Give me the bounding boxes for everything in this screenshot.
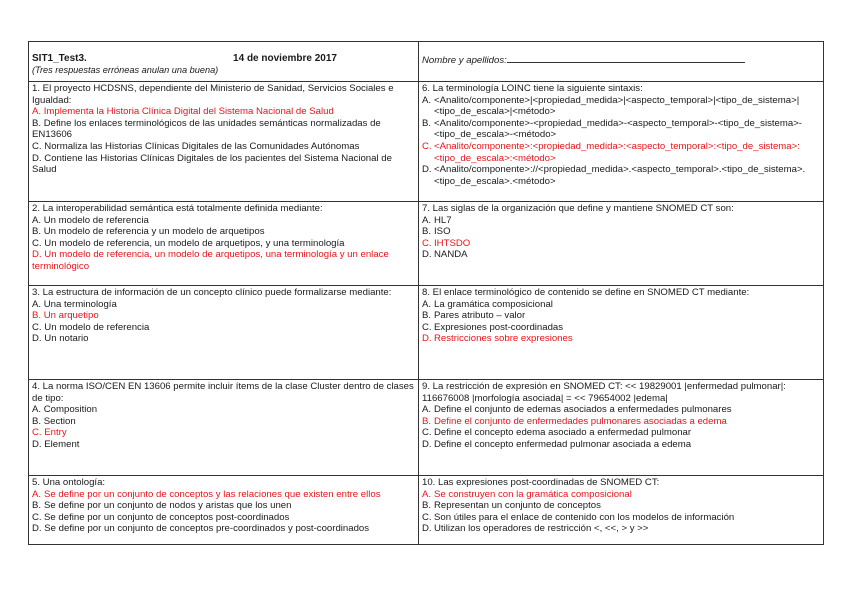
question-3 — [29, 286, 419, 380]
exam-note: (Tres respuestas erróneas anulan una buena) — [32, 64, 219, 75]
option-letter: B. — [422, 500, 432, 512]
option-text: Define el concepto enfermedad pulmonar asociada a edema — [434, 438, 692, 450]
answer-option — [32, 226, 415, 238]
question-1 — [29, 82, 419, 202]
header-title-line — [32, 53, 415, 65]
option-text: <Analito/componente>:<propiedad_medida>:<aspecto_temporal>:<tipo_de_sistema>:<tipo_de_escala>:<método> — [434, 140, 800, 164]
option-letter: C. — [32, 511, 42, 523]
option-text: Representan un conjunto de conceptos — [434, 500, 601, 512]
option-letter: D. — [422, 249, 432, 261]
question-6 — [419, 82, 824, 202]
question-text: 4. La norma ISO/CEN EN 13606 permite incluir ítems de la clase Cluster dentro de clases de tipo: — [32, 381, 414, 404]
option-text: La gramática composicional — [434, 298, 553, 310]
question-8 — [419, 286, 824, 380]
answer-option-correct — [422, 333, 820, 345]
option-text: D. Un modelo de referencia, un modelo de arquetipos, una terminología y un enlace terminológico — [32, 249, 389, 272]
option-text: B. Section — [32, 415, 76, 427]
answer-option-correct — [422, 238, 820, 250]
header-row — [29, 42, 824, 82]
option-text: B. Define los enlaces terminológicos de las unidades semánticas normalizadas de EN13606 — [32, 117, 381, 141]
exam-date: 14 de noviembre 2017 — [233, 53, 337, 64]
header-cell-left — [29, 42, 419, 82]
option-text: Define el concepto edema asociado a enfermedad pulmonar — [434, 427, 692, 439]
option-text: Se construyen con la gramática composicional — [434, 488, 632, 500]
question-text: 10. Las expresiones post-coordinadas de SNOMED CT: — [422, 477, 660, 488]
option-letter: D. — [422, 523, 432, 535]
question-text: 6. La terminología LOINC tiene la siguiente sintaxis: — [422, 83, 643, 94]
option-letter: A. — [422, 214, 432, 226]
question-row — [29, 380, 824, 476]
question-row — [29, 202, 824, 286]
question-text: 8. El enlace terminológico de contenido se define en SNOMED CT mediante: — [422, 287, 750, 298]
answer-option — [422, 500, 820, 512]
option-text: <Analito/componente>-<propiedad_medida>-<aspecto_temporal>-<tipo_de_sistema>-<tipo_de_escala>-<método> — [434, 117, 803, 141]
option-letter: D. — [422, 333, 432, 345]
option-text: <Analito/componente>|<propiedad_medida>|<aspecto_temporal>|<tipo_de_sistema>|<tipo_de_escala>|<método> — [434, 94, 800, 118]
option-letter: A. — [422, 94, 432, 106]
answer-option — [422, 427, 820, 439]
option-text: Expresiones post-coordinadas — [434, 321, 564, 333]
answer-option — [32, 333, 415, 345]
question-5 — [29, 476, 419, 545]
exam-sheet — [28, 41, 824, 545]
question-text: 2. La interoperabilidad semántica está totalmente definida mediante: — [32, 203, 323, 214]
answer-option — [422, 215, 820, 227]
answer-option — [32, 404, 415, 416]
option-letter: C. — [422, 321, 432, 333]
answer-option-correct — [32, 106, 415, 118]
option-text: Son útiles para el enlace de contenido con los modelos de información — [434, 511, 735, 523]
answer-option-correct — [422, 141, 820, 164]
exam-table — [28, 41, 824, 545]
option-text: HL7 — [434, 214, 452, 226]
question-10 — [419, 476, 824, 545]
question-9 — [419, 380, 824, 476]
option-letter: B. — [422, 415, 432, 427]
answer-option-correct — [32, 489, 415, 501]
question-row — [29, 286, 824, 380]
answer-option — [422, 249, 820, 261]
option-letter: A. — [422, 404, 432, 416]
name-underline — [507, 53, 745, 63]
option-text: C. Un modelo de referencia — [32, 321, 150, 333]
answer-option — [422, 95, 820, 118]
option-text: Define el conjunto de enfermedades pulmonares asociadas a edema — [434, 415, 727, 427]
answer-option — [422, 226, 820, 238]
answer-option — [32, 153, 415, 176]
question-text: 5. Una ontología: — [32, 477, 106, 488]
option-letter: D. — [422, 164, 432, 176]
option-text: C. Entry — [32, 427, 67, 439]
answer-option — [32, 439, 415, 451]
option-text: A. Un modelo de referencia — [32, 214, 149, 226]
option-text: NANDA — [434, 249, 468, 261]
option-text: <Analito/componente>://<propiedad_medida>.<aspecto_temporal>.<tipo_de_sistema>.<tipo_de_escala>.<método> — [434, 164, 806, 187]
answer-option — [32, 500, 415, 512]
question-text: 9. La restricción de expresión en SNOMED CT: << 19829001 |enfermedad pulmonar|: 116676008 |morfología asociada| = << 79654002 |edema| — [422, 381, 786, 404]
answer-option — [422, 322, 820, 334]
option-text: C. Normaliza las Historias Clínicas Digitales de las Comunidades Autónomas — [32, 140, 360, 152]
option-letter: A. — [32, 488, 42, 500]
answer-option-correct — [32, 427, 415, 439]
option-letter: B. — [422, 226, 432, 238]
answer-option — [422, 439, 820, 451]
option-text: A. Una terminología — [32, 298, 117, 310]
question-row — [29, 476, 824, 545]
option-text: ISO — [434, 226, 451, 238]
answer-option — [422, 404, 820, 416]
answer-option — [32, 523, 415, 535]
option-letter: B. — [422, 117, 432, 129]
answer-option — [422, 118, 820, 141]
option-text: A. Composition — [32, 404, 98, 416]
name-label: Nombre y apellidos: — [422, 55, 507, 66]
answer-option-correct — [422, 489, 820, 501]
header-cell-right — [419, 42, 824, 82]
question-text: 3. La estructura de información de un concepto clínico puede formalizarse mediante: — [32, 287, 392, 298]
option-text: Define el conjunto de edemas asociados a enfermedades pulmonares — [434, 404, 732, 416]
option-text: A. Implementa la Historia Clínica Digital del Sistema Nacional de Salud — [32, 106, 334, 118]
question-7 — [419, 202, 824, 286]
answer-option — [422, 310, 820, 322]
option-text: D. Contiene las Historias Clínicas Digitales de los pacientes del Sistema Nacional de Salud — [32, 152, 392, 176]
answer-option — [422, 512, 820, 524]
answer-option — [422, 164, 820, 187]
option-text: B. Un modelo de referencia y un modelo de arquetipos — [32, 226, 265, 238]
question-row — [29, 82, 824, 202]
answer-option — [32, 215, 415, 227]
option-letter: C. — [422, 511, 432, 523]
answer-option — [32, 118, 415, 141]
answer-option-correct — [32, 249, 415, 272]
option-text: C. Un modelo de referencia, un modelo de arquetipos, y una terminología — [32, 237, 345, 249]
answer-option — [422, 523, 820, 535]
option-letter: A. — [422, 298, 432, 310]
option-text: Se define por un conjunto de conceptos post-coordinados — [44, 511, 290, 523]
answer-option — [32, 299, 415, 311]
option-text: D. Se define por un conjunto de conceptos pre-coordinados y post-coordinados — [32, 523, 370, 535]
option-text: D. Element — [32, 438, 80, 450]
option-text: Se define por un conjunto de conceptos y las relaciones que existen entre ellos — [44, 488, 381, 500]
answer-option — [32, 238, 415, 250]
question-2 — [29, 202, 419, 286]
option-text: Restricciones sobre expresiones — [434, 333, 573, 345]
option-text: Pares atributo – valor — [434, 310, 526, 322]
option-text: B. Un arquetipo — [32, 310, 99, 322]
answer-option-correct — [422, 416, 820, 428]
name-field[interactable] — [422, 53, 820, 67]
option-text: Utilizan los operadores de restricción <, <<, > y >> — [434, 523, 649, 535]
answer-option — [32, 322, 415, 334]
option-letter: C. — [422, 140, 432, 152]
option-letter: D. — [422, 438, 432, 450]
exam-code: SIT1_Test3. — [32, 53, 87, 64]
question-text: 1. El proyecto HCDSNS, dependiente del Ministerio de Sanidad, Servicios Sociales e Igualdad: — [32, 83, 394, 106]
answer-option — [32, 141, 415, 153]
option-text: D. Un notario — [32, 333, 89, 345]
option-letter: B. — [422, 310, 432, 322]
question-4 — [29, 380, 419, 476]
option-letter: C. — [422, 427, 432, 439]
option-text: IHTSDO — [434, 237, 471, 249]
answer-option-correct — [32, 310, 415, 322]
option-letter: A. — [422, 488, 432, 500]
answer-option — [32, 512, 415, 524]
option-letter: B. — [32, 500, 42, 512]
option-letter: C. — [422, 237, 432, 249]
option-text: Se define por un conjunto de nodos y aristas que los unen — [44, 500, 292, 512]
question-text: 7. Las siglas de la organización que define y mantiene SNOMED CT son: — [422, 203, 734, 214]
answer-option — [32, 416, 415, 428]
answer-option — [422, 299, 820, 311]
